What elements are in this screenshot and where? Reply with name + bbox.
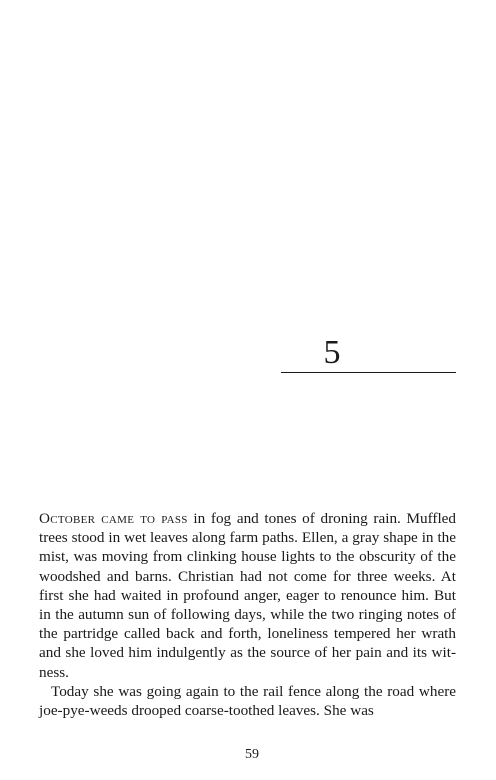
chapter-rule xyxy=(281,372,456,373)
paragraph-1 xyxy=(39,509,456,682)
paragraph-1-text: in fog and tones of droning rain. Muffled trees stood in wet leaves along farm paths. Ellen, a gray shape in the mist, was moving from clinking house lights to the obscurity of the woodshed and barns. Christian had not come for three weeks. At first she had waited in profound anger, eager to renounce him. But in the autumn sun of following days, while the two ringing notes of the partridge called back and forth, loneliness tempered her wrath and she loved him indulgently as the source of her pain and its witness. xyxy=(39,510,456,681)
chapter-number: 5 xyxy=(323,334,341,371)
page-number: 59 xyxy=(245,747,259,762)
paragraph-2: Today she was going again to the rail fence along the road where joe-pye-weeds drooped coarse-toothed leaves. She was xyxy=(39,682,456,720)
paragraph-1-lead-in: October came to pass xyxy=(39,510,188,527)
chapter-body xyxy=(39,509,456,720)
